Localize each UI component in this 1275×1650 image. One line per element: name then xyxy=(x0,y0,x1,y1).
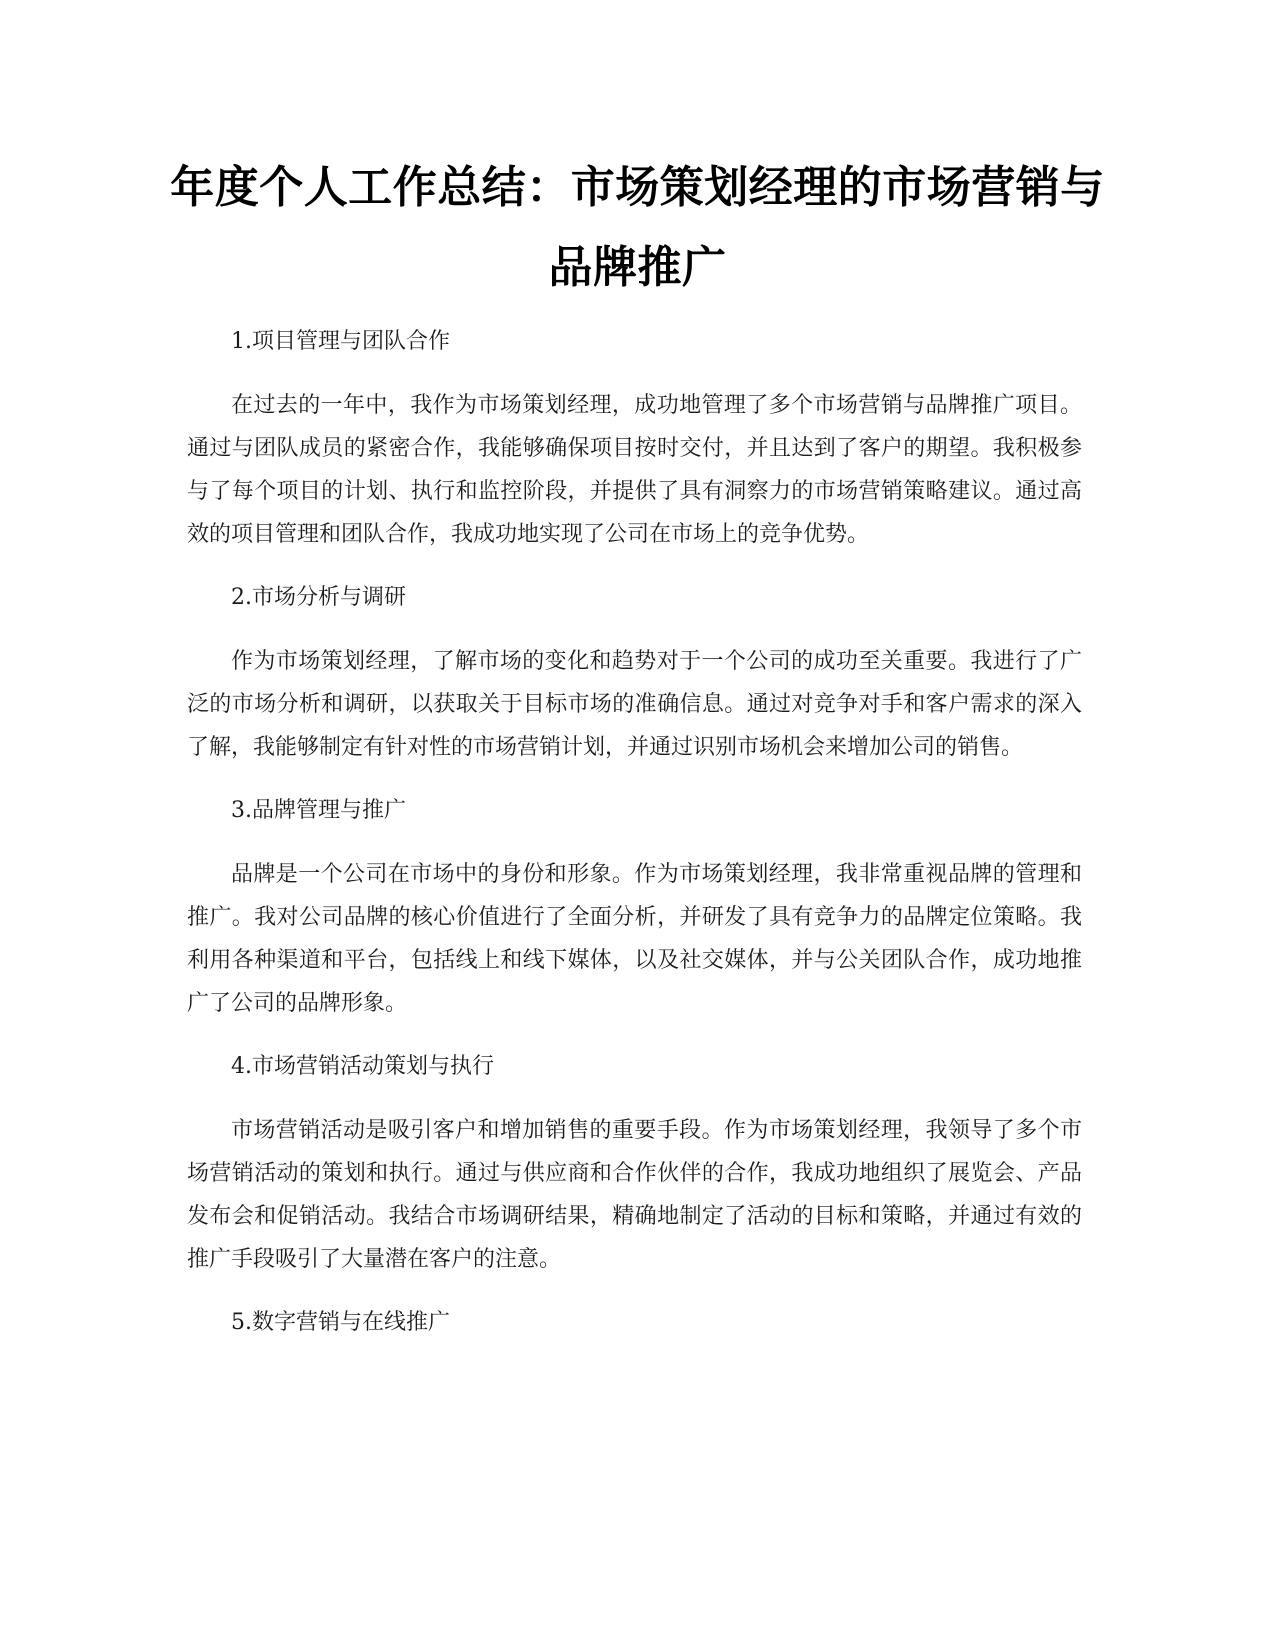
section-heading: 3.品牌管理与推广 xyxy=(231,798,406,823)
section-heading: 1.项目管理与团队合作 xyxy=(231,329,450,354)
section-project-management xyxy=(187,322,1082,556)
section-market-analysis xyxy=(187,578,1082,769)
section-digital-marketing xyxy=(187,1303,1082,1343)
section-brand-management xyxy=(187,791,1082,1025)
document-title: 年度个人工作总结：市场策划经理的市场营销与品牌推广 xyxy=(170,162,1105,293)
document-body xyxy=(187,322,1082,1365)
section-heading: 2.市场分析与调研 xyxy=(231,585,406,610)
section-heading: 4.市场营销活动策划与执行 xyxy=(231,1054,494,1079)
section-marketing-events xyxy=(187,1047,1082,1281)
section-paragraph: 品牌是一个公司在市场中的身份和形象。作为市场策划经理，我非常重视品牌的管理和推广。我对公司品牌的核心价值进行了全面分析，并研发了具有竞争力的品牌定位策略。我利用各种渠道和平台，包括线上和线下媒体，以及社交媒体，并与公关团队合作，成功地推广了公司的品牌形象。 xyxy=(187,862,1082,1016)
section-paragraph: 在过去的一年中，我作为市场策划经理，成功地管理了多个市场营销与品牌推广项目。通过与团队成员的紧密合作，我能够确保项目按时交付，并且达到了客户的期望。我积极参与了每个项目的计划、执行和监控阶段，并提供了具有洞察力的市场营销策略建议。通过高效的项目管理和团队合作，我成功地实现了公司在市场上的竞争优势。 xyxy=(187,393,1082,547)
section-paragraph: 作为市场策划经理，了解市场的变化和趋势对于一个公司的成功至关重要。我进行了广泛的市场分析和调研，以获取关于目标市场的准确信息。通过对竞争对手和客户需求的深入了解，我能够制定有针对性的市场营销计划，并通过识别市场机会来增加公司的销售。 xyxy=(187,649,1082,760)
section-paragraph: 市场营销活动是吸引客户和增加销售的重要手段。作为市场策划经理，我领导了多个市场营销活动的策划和执行。通过与供应商和合作伙伴的合作，我成功地组织了展览会、产品发布会和促销活动。我结合市场调研结果，精确地制定了活动的目标和策略，并通过有效的推广手段吸引了大量潜在客户的注意。 xyxy=(187,1118,1082,1272)
section-heading: 5.数字营销与在线推广 xyxy=(231,1310,450,1335)
